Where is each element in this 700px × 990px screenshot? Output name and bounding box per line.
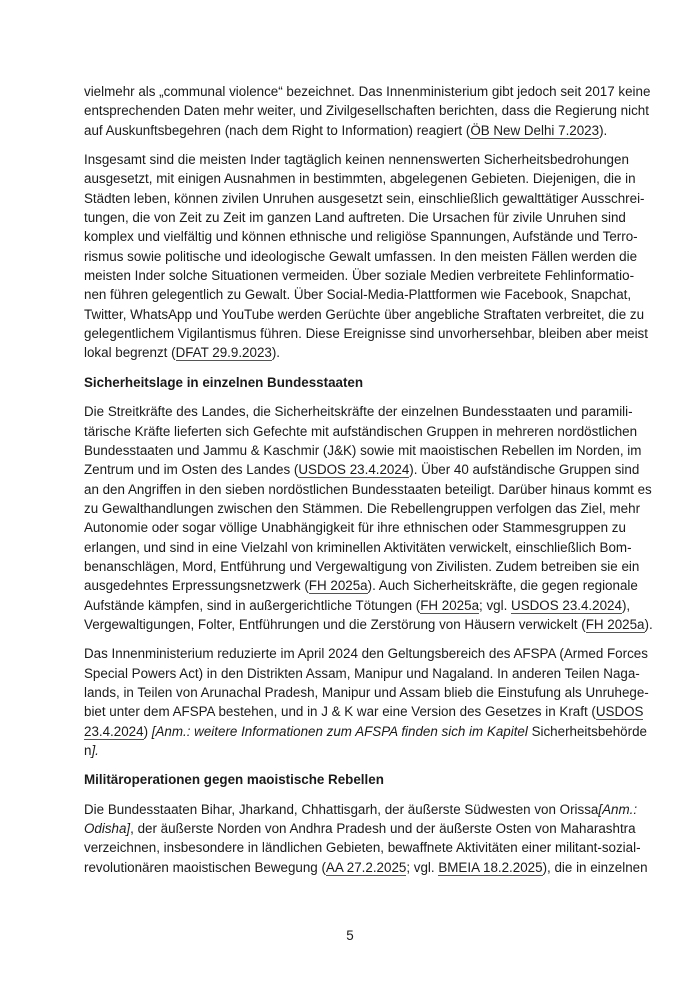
text-span: biet unter dem AFSPA bestehen, und in J & K war eine Version des Gesetzes in Kraft (	[84, 704, 596, 720]
text-span: rismus sowie politische und ideologische Gewalt umfassen. In den meisten Fällen werden die	[84, 248, 638, 264]
text-span: Autonomie oder sogar völlige Unabhängigkeit für ihre ethnischen oder Stammesgruppen zu	[84, 520, 626, 536]
text-line	[84, 770, 619, 789]
text-span: ausgedehntes Erpressungsnetzwerk (	[84, 578, 309, 594]
text-line	[84, 615, 653, 634]
citation-link[interactable]: FH 2025a	[585, 616, 645, 632]
text-span: ), die in einzelnen	[542, 859, 648, 875]
text-line	[84, 422, 638, 441]
text-span: Sicherheitsbehörde	[527, 723, 647, 739]
text-span: tungen, die von Zeit zu Zeit im ganzen Land auftreten. Die Ursachen für zivile Unruhen sind	[84, 210, 626, 226]
text-line	[84, 596, 631, 615]
text-span: Städten leben, können zivilen Unruhen ausgesetzt sein, einschließlich gewalttätiger Ausschrei-	[84, 190, 645, 206]
text-line	[84, 285, 632, 304]
text-span: ).	[644, 616, 653, 632]
citation-link[interactable]: BMEIA 18.2.2025	[438, 859, 543, 875]
text-span: Zentrum und im Osten des Landes (	[84, 462, 299, 478]
text-span: Militäroperationen gegen maoistische Rebellen	[84, 772, 384, 788]
citation-link[interactable]: DFAT 29.9.2023	[175, 345, 272, 361]
text-span: nen führen gelegentlich zu Gewalt. Über Social-Media-Plattformen wie Facebook, Snapchat,	[84, 287, 632, 303]
section-heading	[84, 770, 619, 789]
text-span: meisten Inder solche Situationen vermeiden. Über soziale Medien verbreitete Fehlinformatio-	[84, 268, 635, 284]
text-line	[84, 683, 649, 702]
text-span: ausgesetzt, mit einigen Ausnahmen in bestimmten, abgelegenen Gebieten. Diejenigen, die in	[84, 171, 636, 187]
text-span: ; vgl.	[479, 597, 512, 613]
text-line	[84, 664, 640, 683]
text-line	[84, 722, 647, 741]
text-span: Sicherheitslage in einzelnen Bundesstaaten	[84, 374, 364, 390]
text-line	[84, 838, 641, 857]
text-line	[84, 741, 619, 760]
text-line	[84, 305, 645, 324]
document-body	[84, 82, 653, 887]
citation-link[interactable]: USDOS	[595, 704, 644, 720]
text-line	[84, 208, 626, 227]
text-line	[84, 460, 640, 479]
text-span: ).	[599, 122, 608, 138]
text-span: entsprechenden Daten mehr weiter, und Zivilgesellschaften berichten, dass die Regierung nicht	[84, 103, 649, 119]
text-span: verzeichnen, insbesondere in ländlichen Gebieten, bewaffnete Aktivitäten einer militant-sozial-	[84, 840, 641, 856]
text-line	[84, 518, 626, 537]
paragraph	[84, 150, 648, 363]
text-span: ),	[621, 597, 631, 613]
citation-link[interactable]: 23.4.2024	[84, 723, 144, 739]
text-line	[84, 538, 632, 557]
annotation-text: [Anm.:	[598, 801, 638, 817]
annotation-text: [Anm.: weitere Informationen zum AFSPA finden sich im Kapitel	[151, 723, 528, 739]
section-heading	[84, 373, 619, 392]
text-line	[84, 189, 645, 208]
text-span: vielmehr als „communal violence“ bezeichnet. Das Innenministerium gibt jedoch seit 2017 keine	[84, 84, 651, 99]
text-line	[84, 121, 619, 140]
text-line	[84, 324, 648, 343]
text-span: gelegentlichem Vigilantismus führen. Diese Ereignisse sind unvorhersehbar, bleiben aber meist	[84, 326, 648, 342]
text-line	[84, 557, 640, 576]
text-line	[84, 858, 648, 877]
text-line	[84, 169, 636, 188]
text-span: Special Powers Act) in den Distrikten Assam, Manipur und Nagaland. In anderen Teilen Naga-	[84, 665, 640, 681]
citation-link[interactable]: AA 27.2.2025	[325, 859, 407, 875]
page-number: 5	[346, 928, 354, 943]
text-span: Das Innenministerium reduzierte im April 2024 den Geltungsbereich des AFSPA (Armed Forces	[84, 646, 648, 662]
text-line	[84, 644, 648, 663]
citation-link[interactable]: FH 2025a	[420, 597, 480, 613]
text-line	[84, 499, 641, 518]
text-line	[84, 819, 636, 838]
text-line	[84, 227, 638, 246]
text-span: erlangen, und sind in eine Vielzahl von kriminellen Aktivitäten verwickelt, einschließlich Bom-	[84, 539, 632, 555]
text-line	[84, 800, 638, 819]
text-line	[84, 441, 642, 460]
text-line	[84, 101, 649, 120]
text-span: ). Auch Sicherheitskräfte, die gegen regionale	[367, 578, 638, 594]
text-span: revolutionären maoistischen Bewegung (	[84, 859, 326, 875]
text-span: an den Angriffen in den sieben nordöstlichen Bundesstaaten beteiligt. Darüber hinaus kommt es	[84, 481, 652, 497]
citation-link[interactable]: USDOS 23.4.2024	[511, 597, 622, 613]
citation-link[interactable]: USDOS 23.4.2024	[298, 462, 410, 478]
text-span: tärische Kräfte lieferten sich Gefechte mit aufständischen Gruppen in mehreren nordöstlichen	[84, 423, 638, 439]
text-span: Bundesstaaten und Jammu & Kaschmir (J&K) sowie mit maoistischen Rebellen im Norden, im	[84, 442, 642, 458]
text-span: , der äußerste Norden von Andhra Pradesh und der äußerste Osten von Maharashtra	[130, 821, 636, 837]
text-line	[84, 373, 619, 392]
text-span: zu Gewalthandlungen zwischen den Stämmen. Die Rebellengruppen verfolgen das Ziel, mehr	[84, 500, 641, 516]
paragraph	[84, 644, 649, 760]
text-span: ).	[271, 345, 281, 361]
text-span: Vergewaltigungen, Folter, Entführungen und die Zerstörung von Häusern verwickelt (	[84, 616, 586, 632]
paragraph	[84, 800, 648, 877]
text-span: ). Über 40 aufständische Gruppen sind	[409, 462, 640, 478]
text-span: n	[84, 743, 92, 758]
text-line	[84, 702, 644, 721]
annotation-text: ].	[91, 743, 99, 758]
text-line	[84, 247, 638, 266]
text-span: lands, in Teilen von Arunachal Pradesh, Manipur und Assam blieb die Einstufung als Unruhege-	[84, 684, 649, 700]
citation-link[interactable]: FH 2025a	[308, 578, 368, 594]
text-span: Twitter, WhatsApp und YouTube werden Gerüchte über angebliche Straftaten verbreitet, die zu	[84, 306, 645, 322]
text-line	[84, 150, 629, 169]
text-span: Insgesamt sind die meisten Inder tagtäglich keinen nennenswerten Sicherheitsbedrohungen	[84, 152, 629, 168]
text-line	[84, 343, 619, 362]
text-span: )	[143, 723, 152, 739]
text-span: benanschlägen, Mord, Entführung und Vergewaltigung von Zivilisten. Zudem betreiben sie ein	[84, 558, 640, 574]
text-line	[84, 480, 652, 499]
paragraph	[84, 402, 653, 634]
text-span: lokal begrenzt (	[84, 345, 176, 361]
text-span: auf Auskunftsbegehren (nach dem Right to Information) reagiert (	[84, 122, 471, 138]
text-line	[84, 82, 651, 101]
text-line	[84, 266, 635, 285]
text-span: ; vgl.	[406, 859, 439, 875]
text-line	[84, 576, 638, 595]
citation-link[interactable]: ÖB New Delhi 7.2023	[470, 122, 600, 138]
text-span: Die Streitkräfte des Landes, die Sicherheitskräfte der einzelnen Bundesstaaten und paramili-	[84, 404, 633, 420]
text-span: komplex und vielfältig und können ethnische und religiöse Spannungen, Aufstände und Terro-	[84, 229, 638, 245]
text-span: Aufstände kämpfen, sind in außergerichtliche Tötungen (	[84, 597, 421, 613]
text-span: Die Bundesstaaten Bihar, Jharkand, Chhattisgarh, der äußerste Südwesten von Orissa	[84, 801, 599, 817]
paragraph	[84, 82, 651, 140]
text-line	[84, 402, 633, 421]
annotation-text: Odisha]	[84, 821, 131, 837]
